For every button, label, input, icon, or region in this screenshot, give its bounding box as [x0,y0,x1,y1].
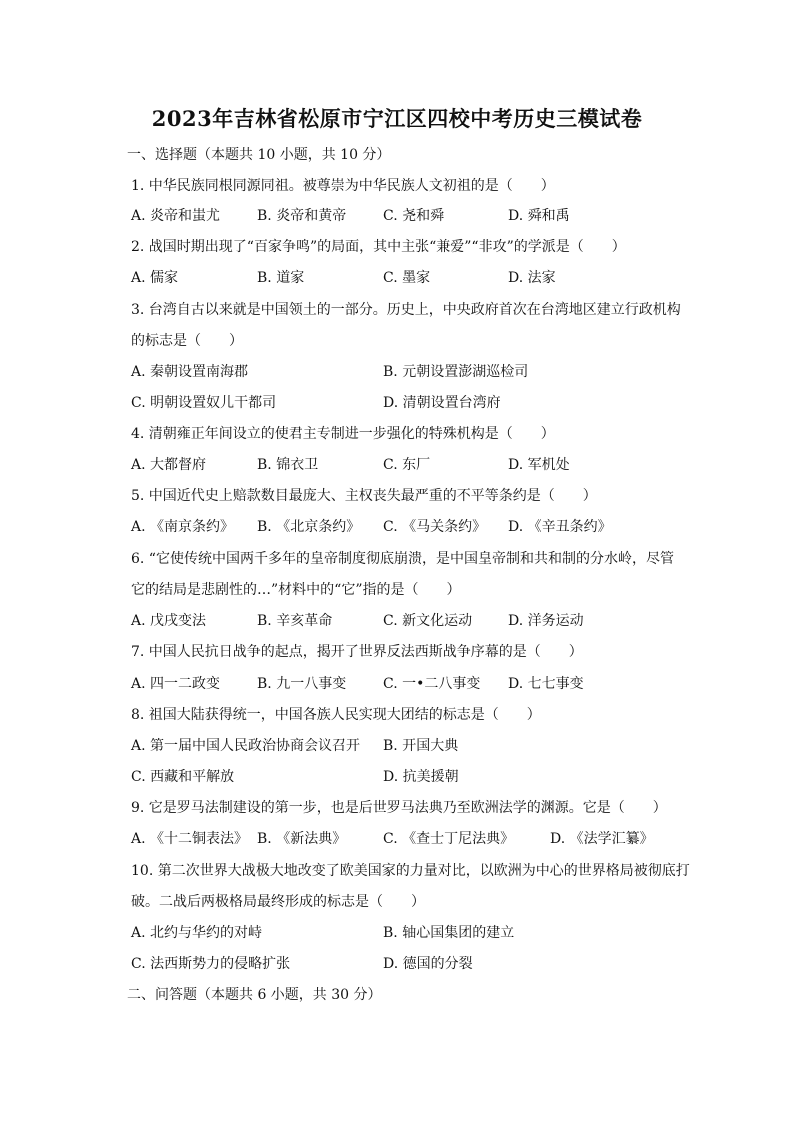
question-2-option-d: D. 法家 [508,270,556,286]
question-7-option-b: B. 九一八事变 [257,676,347,692]
question-3-stem-line-1: 3. 台湾自古以来就是中国领土的一部分。历史上，中央政府首次在台湾地区建立行政机构 [131,302,681,318]
question-10-stem-line-1: 10. 第二次世界大战极大地改变了欧美国家的力量对比，以欧洲为中心的世界格局被彻底打 [131,863,690,879]
question-7-stem: 7. 中国人民抗日战争的起点，揭开了世界反法西斯战争序幕的是（ ） [131,644,583,660]
question-4-option-d: D. 军机处 [508,457,570,473]
question-7-option-c: C. 一•二八事变 [383,676,481,692]
question-1-option-a: A. 炎帝和蚩尤 [131,208,221,224]
section-heading-essay: 二、问答题（本题共 6 小题，共 30 分） [127,987,382,1003]
question-1-option-b: B. 炎帝和黄帝 [257,208,347,224]
question-5-option-d: D. 《辛丑条约》 [508,519,612,535]
question-5-option-b: B. 《北京条约》 [257,519,361,535]
question-1-option-c: C. 尧和舜 [383,208,445,224]
question-1-option-d: D. 舜和禹 [508,208,570,224]
question-8-option-b: B. 开国大典 [383,738,459,754]
question-5-stem: 5. 中国近代史上赔款数目最庞大、主权丧失最严重的不平等条约是（ ） [131,488,597,504]
question-4-option-c: C. 东厂 [383,457,431,473]
question-6-stem-line-2: 它的结局是悲剧性的…”材料中的“它”指的是（ ） [131,582,461,598]
question-10-option-a: A. 北约与华约的对峙 [131,925,263,941]
question-8-option-c: C. 西藏和平解放 [131,769,235,785]
question-5-option-a: A. 《南京条约》 [131,519,235,535]
question-6-option-b: B. 辛亥革命 [257,613,333,629]
question-10-option-b: B. 轴心国集团的建立 [383,925,515,941]
section-heading-choice: 一、选择题（本题共 10 小题，共 10 分） [127,147,391,163]
question-3-option-a: A. 秦朝设置南海郡 [131,364,249,380]
question-1-stem: 1. 中华民族同根同源同祖。被尊崇为中华民族人文初祖的是（ ） [131,178,555,194]
question-2-option-b: B. 道家 [257,270,305,286]
page-title: 2023年吉林省松原市宁江区四校中考历史三模试卷 [151,106,643,131]
question-9-option-b: B. 《新法典》 [257,831,347,847]
question-9-option-a: A. 《十二铜表法》 [131,831,249,847]
question-6-option-a: A. 戊戌变法 [131,613,207,629]
question-6-option-d: D. 洋务运动 [508,613,584,629]
question-2-option-a: A. 儒家 [131,270,179,286]
question-3-option-d: D. 清朝设置台湾府 [383,395,501,411]
question-4-option-a: A. 大都督府 [131,457,207,473]
question-7-option-a: A. 四一二政变 [131,676,221,692]
question-7-option-d: D. 七七事变 [508,676,584,692]
question-3-option-b: B. 元朝设置澎湖巡检司 [383,364,529,380]
question-10-option-c: C. 法西斯势力的侵略扩张 [131,956,291,972]
question-2-stem: 2. 战国时期出现了“百家争鸣”的局面，其中主张“兼爱”“非攻”的学派是（ ） [131,239,626,255]
question-9-option-c: C. 《查士丁尼法典》 [383,831,515,847]
question-2-option-c: C. 墨家 [383,270,431,286]
question-3-option-c: C. 明朝设置奴儿干都司 [131,395,277,411]
question-9-stem: 9. 它是罗马法制建设的第一步，也是后世罗马法典乃至欧洲法学的渊源。它是（ ） [131,800,667,816]
question-3-stem-line-2: 的标志是（ ） [131,333,243,349]
question-8-option-d: D. 抗美援朝 [383,769,459,785]
question-8-option-a: A. 第一届中国人民政治协商会议召开 [131,738,361,754]
question-9-option-d: D. 《法学汇纂》 [550,831,654,847]
question-8-stem: 8. 祖国大陆获得统一，中国各族人民实现大团结的标志是（ ） [131,707,541,723]
question-6-option-c: C. 新文化运动 [383,613,473,629]
question-4-stem: 4. 清朝雍正年间设立的使君主专制进一步强化的特殊机构是（ ） [131,426,555,442]
question-5-option-c: C. 《马关条约》 [383,519,487,535]
question-6-stem-line-1: 6. “它使传统中国两千多年的皇帝制度彻底崩溃，是中国皇帝制和共和制的分水岭，尽管 [131,551,674,567]
question-4-option-b: B. 锦衣卫 [257,457,319,473]
question-10-option-d: D. 德国的分裂 [383,956,473,972]
question-10-stem-line-2: 破。二战后两极格局最终形成的标志是（ ） [131,894,425,910]
